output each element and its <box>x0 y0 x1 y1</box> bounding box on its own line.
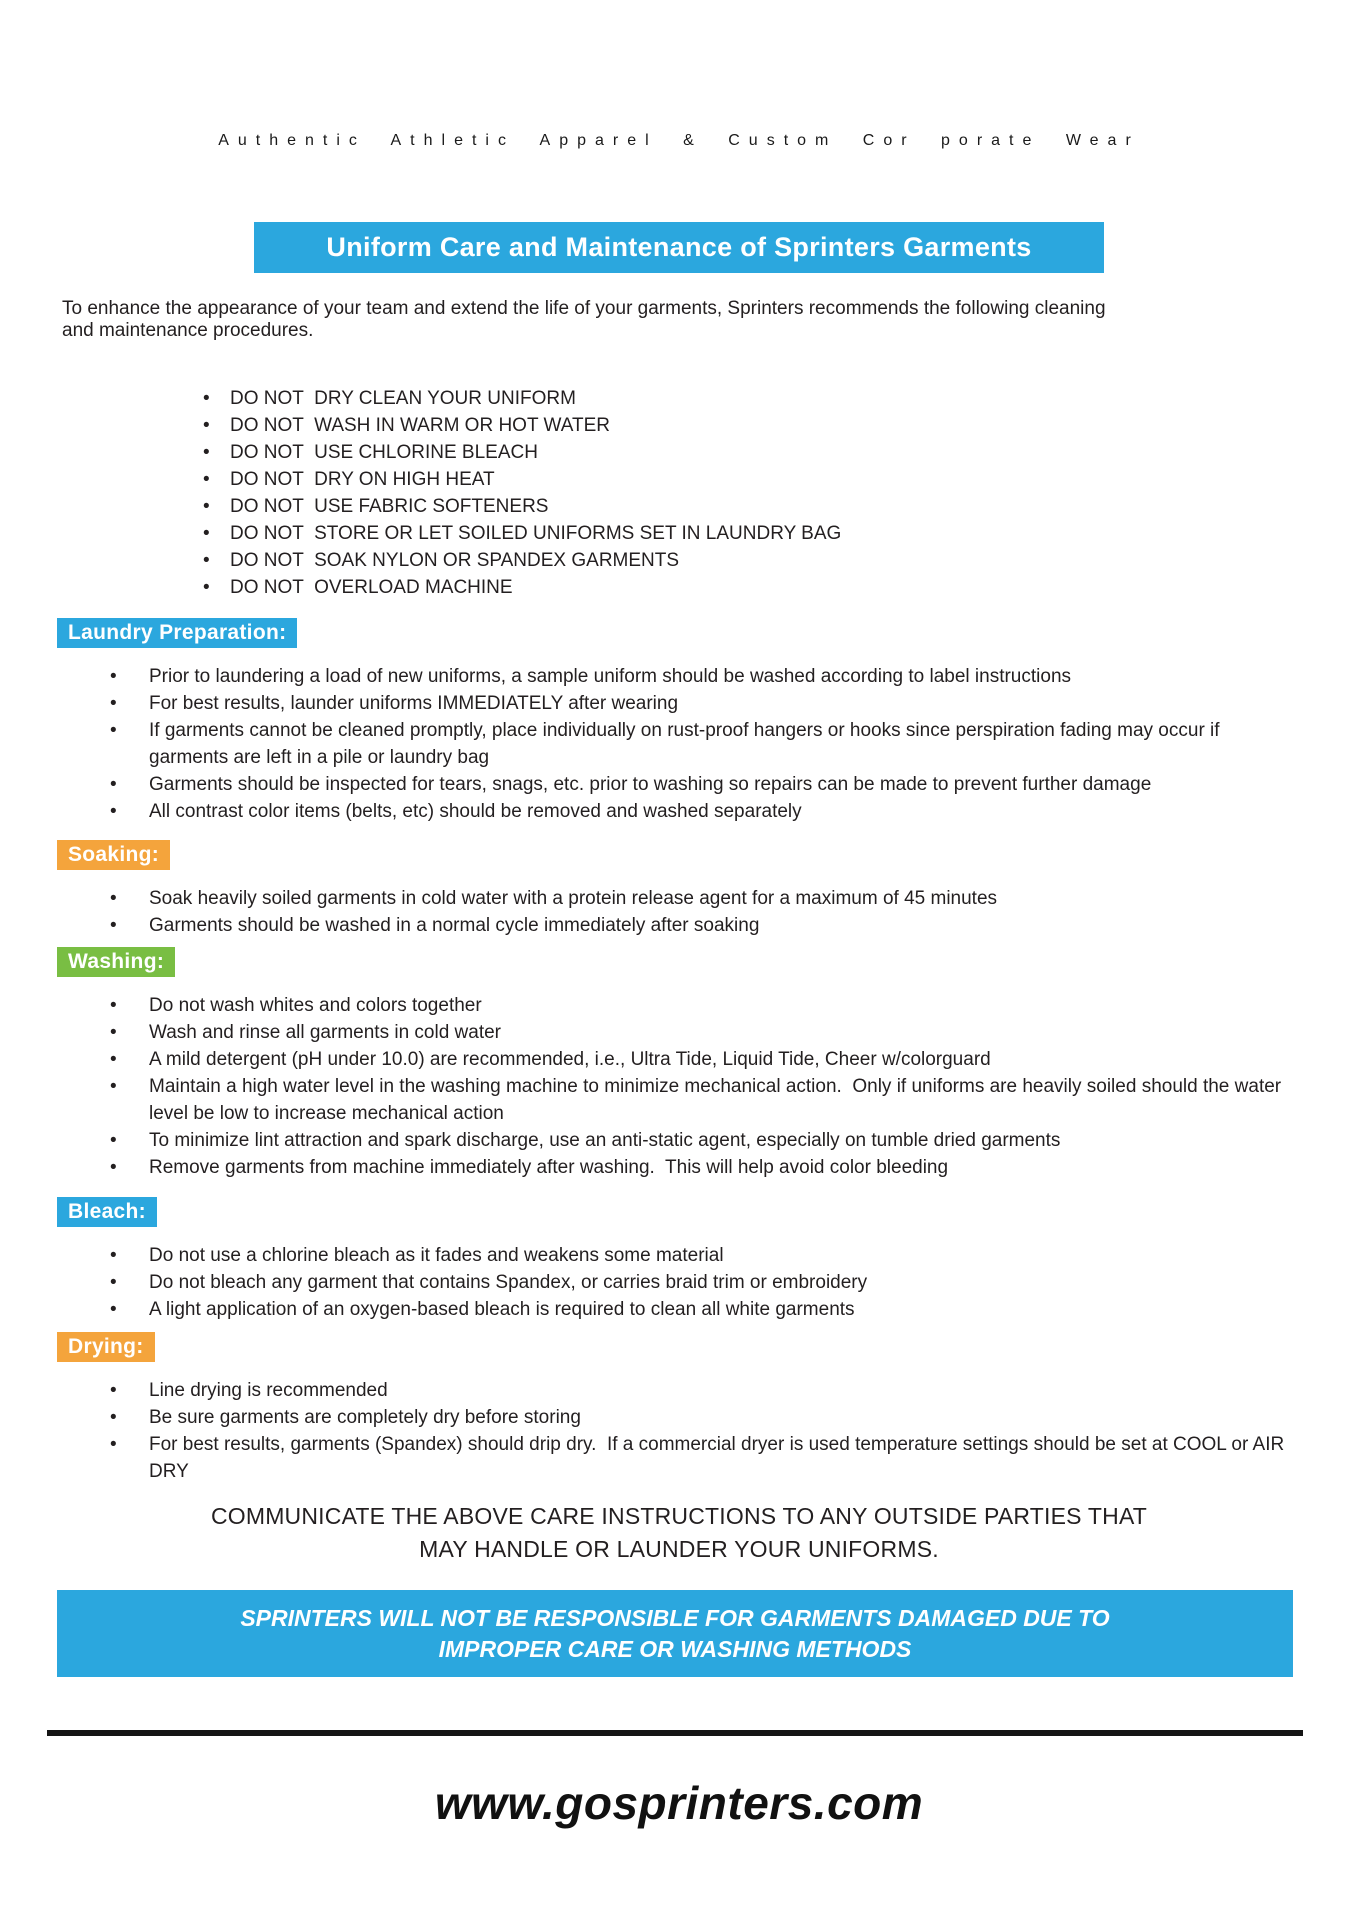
section-soaking <box>0 825 1358 939</box>
list-item: • For best results, launder uniforms IMMEDIATELY after wearing <box>110 690 1300 717</box>
intro-line-1: To enhance the appearance of your team and extend the life of your garments, Sprinters recommends the following cleaning <box>62 298 1106 319</box>
section-label-laundry-preparation: Laundry Preparation: <box>57 618 297 648</box>
company-tagline: Authentic Athletic Apparel & Custom Cor porate Wear <box>218 132 1140 149</box>
disclaimer-banner <box>57 1590 1293 1677</box>
do-not-item: • DO NOT DRY CLEAN YOUR UNIFORM <box>203 385 1103 412</box>
washing-list <box>110 992 1300 1181</box>
list-item: • Garments should be washed in a normal cycle immediately after soaking <box>110 912 1300 939</box>
do-not-item: • DO NOT DRY ON HIGH HEAT <box>203 466 1103 493</box>
intro-paragraph <box>62 298 1312 341</box>
do-not-item: • DO NOT USE CHLORINE BLEACH <box>203 439 1103 466</box>
drying-list <box>110 1377 1300 1485</box>
list-item: • Do not bleach any garment that contains Spandex, or carries braid trim or embroidery <box>110 1269 1300 1296</box>
do-not-item: • DO NOT USE FABRIC SOFTENERS <box>203 493 1103 520</box>
list-item: • To minimize lint attraction and spark discharge, use an anti-static agent, especially on tumble dried garments <box>110 1127 1300 1154</box>
title-banner <box>254 222 1104 273</box>
do-not-item: • DO NOT WASH IN WARM OR HOT WATER <box>203 412 1103 439</box>
section-label-drying: Drying: <box>57 1332 155 1362</box>
section-label-washing: Washing: <box>57 947 175 977</box>
list-item: • Soak heavily soiled garments in cold water with a protein release agent for a maximum of 45 minutes <box>110 885 1300 912</box>
list-item: • Garments should be inspected for tears, snags, etc. prior to washing so repairs can be made to prevent further damage <box>110 771 1300 798</box>
do-not-item: • DO NOT STORE OR LET SOILED UNIFORMS SET IN LAUNDRY BAG <box>203 520 1103 547</box>
list-item: • For best results, garments (Spandex) should drip dry. If a commercial dryer is used temperature settings should be set at COOL or AIR DRY <box>110 1431 1300 1485</box>
list-item: • Line drying is recommended <box>110 1377 1300 1404</box>
section-drying <box>0 1323 1358 1485</box>
communicate-line-1: COMMUNICATE THE ABOVE CARE INSTRUCTIONS TO ANY OUTSIDE PARTIES THAT <box>210 1503 1148 1529</box>
do-not-list <box>203 385 1103 601</box>
list-item: • Remove garments from machine immediately after washing. This will help avoid color bleeding <box>110 1154 1300 1181</box>
section-label-soaking: Soaking: <box>57 840 170 870</box>
do-not-item: • DO NOT SOAK NYLON OR SPANDEX GARMENTS <box>203 547 1103 574</box>
list-item: • Be sure garments are completely dry before storing <box>110 1404 1300 1431</box>
laundry-preparation-list <box>110 663 1300 825</box>
section-label-bleach: Bleach: <box>57 1197 157 1227</box>
disclaimer-line-2: IMPROPER CARE OR WASHING METHODS <box>438 1635 912 1662</box>
website-url: www.gosprinters.com <box>434 1777 924 1829</box>
list-item: • Maintain a high water level in the washing machine to minimize mechanical action. Only if uniforms are heavily soiled should the water level be low to increase mechanical action <box>110 1073 1300 1127</box>
communicate-note <box>0 1500 1358 1566</box>
list-item: • Do not use a chlorine bleach as it fades and weakens some material <box>110 1242 1300 1269</box>
section-laundry-preparation <box>0 601 1358 825</box>
section-washing <box>0 939 1358 1181</box>
bleach-list <box>110 1242 1300 1323</box>
list-item: • A mild detergent (pH under 10.0) are recommended, i.e., Ultra Tide, Liquid Tide, Cheer w/colorguard <box>110 1046 1300 1073</box>
list-item: • A light application of an oxygen-based bleach is required to clean all white garments <box>110 1296 1300 1323</box>
section-bleach <box>0 1181 1358 1323</box>
list-item: • Do not wash whites and colors together <box>110 992 1300 1019</box>
soaking-list <box>110 885 1300 939</box>
do-not-item: • DO NOT OVERLOAD MACHINE <box>203 574 1103 601</box>
footer-divider <box>47 1730 1303 1736</box>
page-title: Uniform Care and Maintenance of Sprinters Garments <box>326 232 1032 262</box>
communicate-line-2: MAY HANDLE OR LAUNDER YOUR UNIFORMS. <box>419 1536 939 1562</box>
list-item: • All contrast color items (belts, etc) should be removed and washed separately <box>110 798 1300 825</box>
list-item: • Prior to laundering a load of new uniforms, a sample uniform should be washed according to label instructions <box>110 663 1300 690</box>
intro-line-2: and maintenance procedures. <box>62 319 314 341</box>
list-item: • If garments cannot be cleaned promptly, place individually on rust-proof hangers or hooks since perspiration fading may occur if garments are left in a pile or laundry bag <box>110 717 1300 771</box>
list-item: • Wash and rinse all garments in cold water <box>110 1019 1300 1046</box>
disclaimer-line-1: SPRINTERS WILL NOT BE RESPONSIBLE FOR GARMENTS DAMAGED DUE TO <box>240 1604 1110 1631</box>
